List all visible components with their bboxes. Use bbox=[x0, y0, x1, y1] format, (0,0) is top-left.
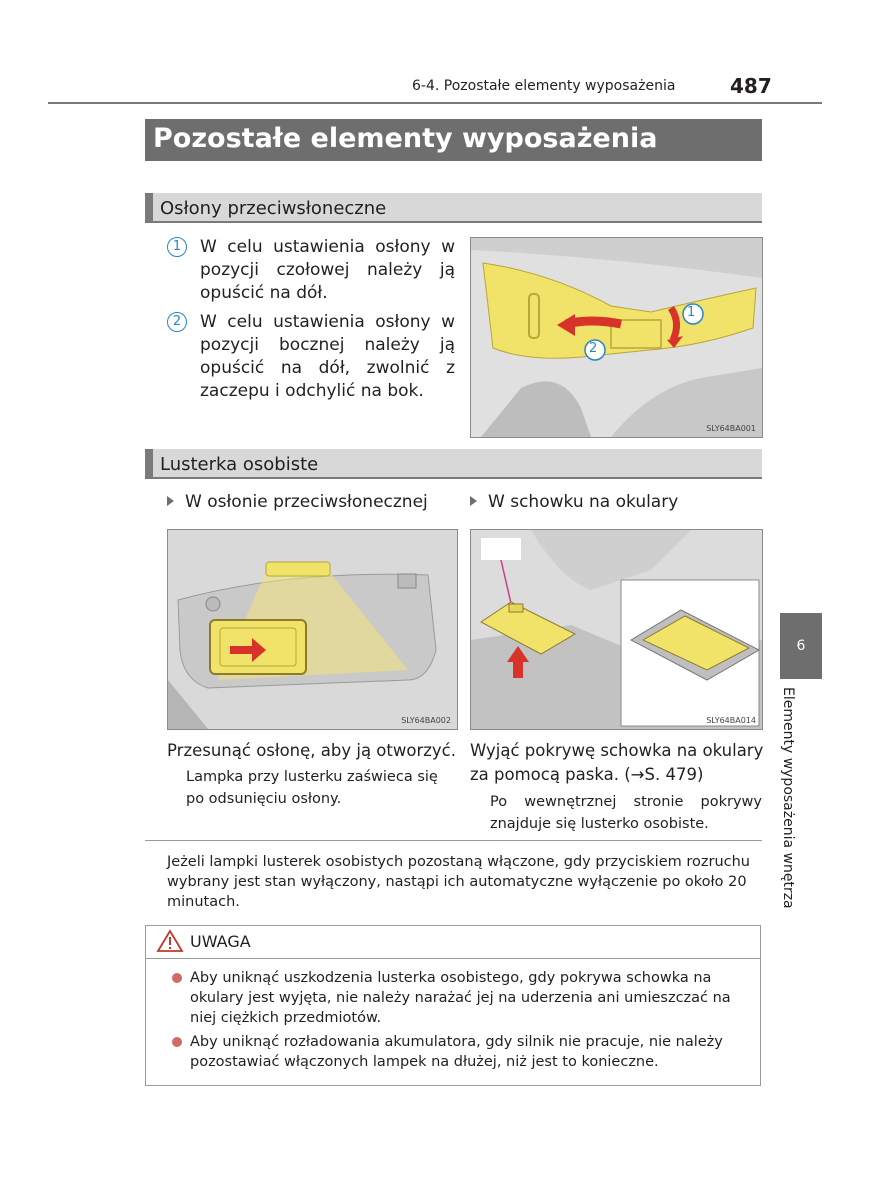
right-caption-line2: za pomocą paska. (→S. 479) bbox=[470, 765, 704, 784]
figure-code: SLY64BA014 bbox=[706, 716, 756, 725]
sun-visor-illustration bbox=[470, 237, 763, 438]
auto-off-note: Jeżeli lampki lusterek osobistych pozostaną włączone, gdy przyciskiem rozruchu wybrany jest stan wyłączony, nastąpi ich automatyczne wyłączenie po około 20 minutach. bbox=[167, 854, 750, 910]
callout-2: 2 bbox=[589, 341, 598, 356]
warning-item-text: Aby uniknąć rozładowania akumulatora, gdy silnik nie pracuje, nie należy pozostawiać włączonych lampek na dłużej, niż jest to konieczne. bbox=[190, 1034, 723, 1070]
section-heading-vanity-mirrors bbox=[145, 449, 762, 479]
bullet-dot-icon bbox=[172, 973, 182, 983]
callout-1: 1 bbox=[687, 305, 696, 320]
right-caption-line1: Wyjąć pokrywę schowka na okulary bbox=[470, 741, 764, 760]
warning-item bbox=[172, 968, 750, 1028]
bullet-label: W osłonie przeciwsłonecznej bbox=[185, 492, 428, 512]
visor-mirror-illustration bbox=[167, 529, 458, 730]
glasses-holder-mirror-illustration bbox=[470, 529, 763, 730]
section-heading-label: Osłony przeciwsłoneczne bbox=[160, 198, 387, 219]
note-rule bbox=[145, 840, 762, 841]
left-caption: Przesunąć osłonę, aby ją otworzyć. bbox=[167, 741, 456, 760]
running-header-title: 6-4. Pozostałe elementy wyposażenia bbox=[412, 78, 676, 94]
chapter-tab-label bbox=[780, 687, 806, 927]
bullet-dot-icon bbox=[172, 1037, 182, 1047]
warning-item-text: Aby uniknąć uszkodzenia lusterka osobistego, gdy pokrywa schowka na okulary jest wyjęta, nie należy narażać jej na uderzenia ani umieszczać na niej ciężkich przedmiotów. bbox=[190, 970, 731, 1026]
step-text: W celu ustawienia osłony w pozycji bocznej należy ją opuścić na dół, zwolnić z zaczepu i odchylić na bok. bbox=[200, 312, 455, 401]
step-number-1: 1 bbox=[167, 237, 187, 257]
section-heading-sun-visors bbox=[145, 193, 762, 223]
left-subtext: Lampka przy lusterku zaświeca się po odsunięciu osłony. bbox=[186, 769, 438, 807]
bullet-in-glasses-holder bbox=[470, 492, 678, 512]
chapter-title: Pozostałe elementy wyposażenia bbox=[145, 119, 762, 161]
chapter-tab-label-text: Elementy wyposażenia wnętrza bbox=[780, 687, 796, 909]
bullet-triangle-icon bbox=[167, 496, 174, 506]
section-heading-label: Lusterka osobiste bbox=[160, 454, 319, 475]
step-number-2: 2 bbox=[167, 312, 187, 332]
right-subtext: Po wewnętrznej stronie pokrywy znajduje się lusterko osobiste. bbox=[490, 794, 762, 832]
warning-title: UWAGA bbox=[190, 932, 251, 951]
page-number: 487 bbox=[730, 74, 772, 98]
warning-item bbox=[172, 1032, 750, 1072]
bullet-in-visor bbox=[167, 492, 428, 512]
warning-triangle-icon bbox=[156, 929, 184, 953]
figure-code: SLY64BA002 bbox=[401, 716, 451, 725]
step-2 bbox=[167, 311, 455, 403]
header-rule bbox=[48, 102, 822, 104]
bullet-label: W schowku na okulary bbox=[488, 492, 679, 512]
figure-code: SLY64BA001 bbox=[706, 424, 756, 433]
bullet-triangle-icon bbox=[470, 496, 477, 506]
step-text: W celu ustawienia osłony w pozycji czołowej należy ją opuścić na dół. bbox=[200, 237, 455, 303]
chapter-tab-number: 6 bbox=[780, 613, 822, 679]
step-1 bbox=[167, 236, 455, 305]
